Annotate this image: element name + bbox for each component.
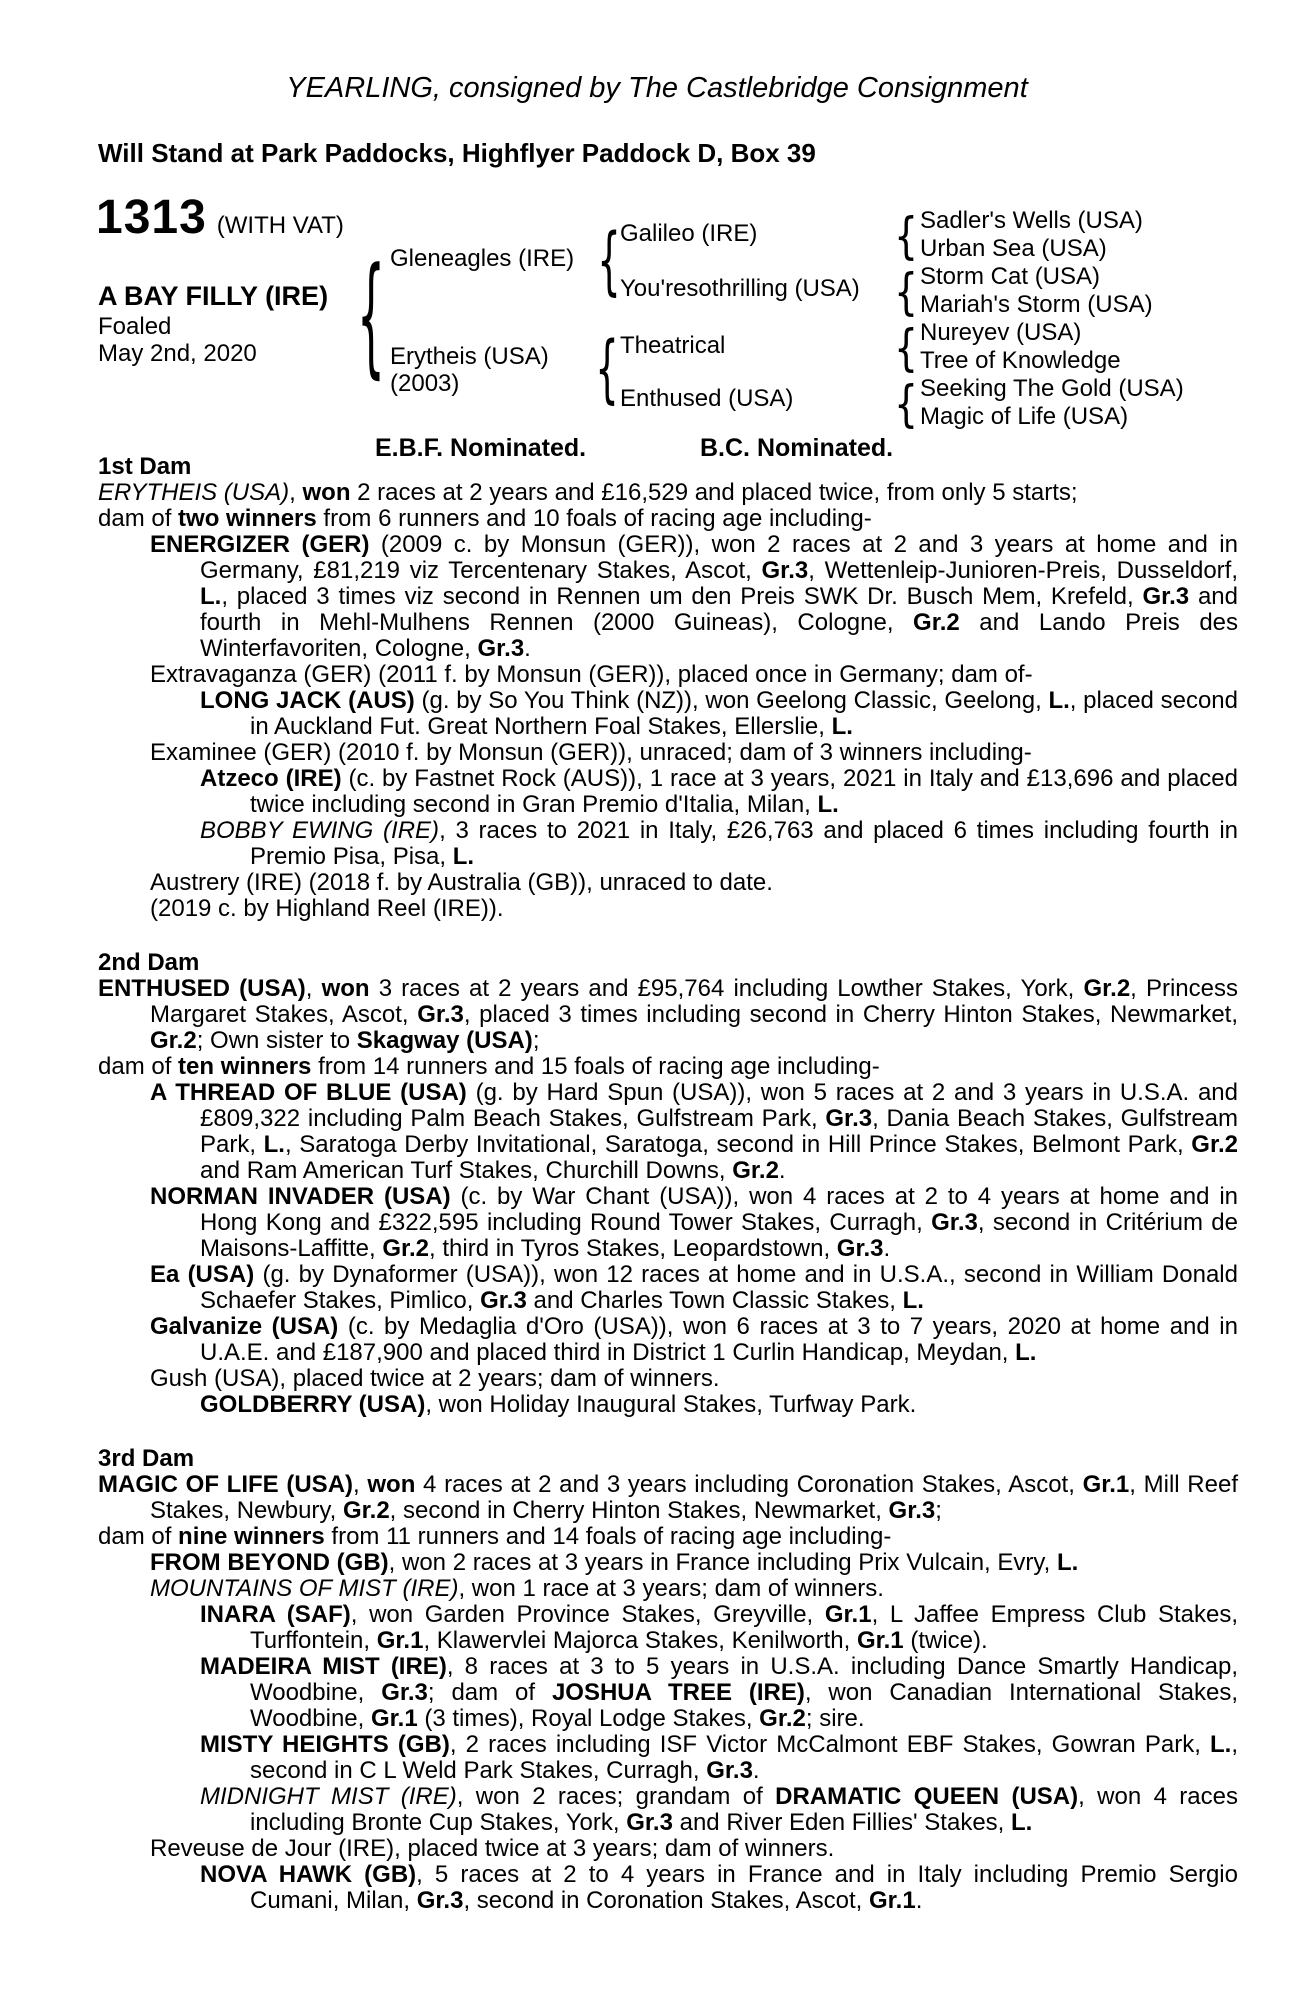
pedigree-sire-sire-sire: Sadler's Wells (USA) bbox=[920, 207, 1143, 234]
body-text: ; bbox=[532, 1027, 540, 1054]
body-text: , second in C L Weld Park Stakes, Curragh, bbox=[250, 1731, 1238, 1784]
pedigree-paragraph bbox=[98, 1392, 1238, 1418]
emphasized-text: Gr.3 bbox=[381, 1679, 428, 1706]
body-text: and Lando Preis des Winterfavoriten, Cologne, bbox=[200, 609, 1239, 662]
section-heading: 3rd Dam bbox=[98, 1445, 195, 1472]
emphasized-text: Gr.2 bbox=[759, 1705, 806, 1732]
body-text: 2 races at 2 years and £16,529 and placed twice, from only 5 starts; bbox=[350, 479, 1078, 506]
emphasized-text: L. bbox=[1015, 1339, 1037, 1366]
body-text: , second in Cherry Hinton Stakes, Newmarket, bbox=[389, 1497, 889, 1524]
pedigree-paragraph bbox=[98, 1080, 1238, 1184]
body-text: Extravaganza (GER) (2011 f. by Monsun (GER)), placed once in Germany; dam of- bbox=[150, 661, 1033, 688]
emphasized-text: won bbox=[321, 975, 370, 1002]
body-text: , 3 races to 2021 in Italy, £26,763 and placed 6 times including fourth in Premio Pisa, Pisa, bbox=[250, 817, 1238, 870]
body-text: , won Canadian International Stakes, Woodbine, bbox=[250, 1679, 1239, 1732]
emphasized-text: L. bbox=[452, 843, 475, 870]
body-text: (g. by Hard Spun (USA)), won 5 races at 2 and 3 years in U.S.A. and £809,322 including Palm Beach Stakes, Gulfstream Park, bbox=[200, 1079, 1238, 1132]
emphasized-text: Gr.2 bbox=[913, 609, 960, 636]
pedigree-paragraph bbox=[98, 1472, 1238, 1524]
body-text: , won 2 races at 3 years in France including Prix Vulcain, Evry, bbox=[388, 1549, 1057, 1576]
pedigree-paragraph bbox=[98, 1602, 1238, 1654]
body-text: , won 1 race at 3 years; dam of winners. bbox=[458, 1575, 884, 1602]
pedigree-paragraph bbox=[98, 766, 1238, 818]
pedigree-paragraph bbox=[98, 1366, 1238, 1392]
emphasized-text: Ea (USA) bbox=[150, 1261, 255, 1288]
body-text: (g. by So You Think (NZ)), won Geelong Classic, Geelong, bbox=[414, 687, 1049, 714]
emphasized-text: Gr.2 bbox=[382, 1235, 430, 1262]
emphasized-text: A THREAD OF BLUE (USA) bbox=[150, 1079, 467, 1106]
pedigree-sire-dam-dam: Mariah's Storm (USA) bbox=[920, 291, 1153, 318]
body-text: , second in Coronation Stakes, Ascot, bbox=[463, 1887, 869, 1914]
pedigree-paragraph bbox=[98, 1550, 1238, 1576]
emphasized-text: L. bbox=[200, 583, 222, 610]
emphasized-text: Gr.1 bbox=[824, 1601, 872, 1628]
body-text: (g. by Dynaformer (USA)), won 12 races at home and in U.S.A., second in William Donald Schaefer Stakes, Pimlico, bbox=[200, 1261, 1238, 1314]
emphasized-text: ENERGIZER (GER) bbox=[150, 531, 370, 558]
pedigree-paragraph bbox=[98, 506, 1238, 532]
body-text: 3 races at 2 years and £95,764 including Lowther Stakes, York, bbox=[369, 975, 1084, 1002]
emphasized-text: Gr.3 bbox=[477, 635, 525, 662]
pedigree-paragraph bbox=[98, 976, 1238, 1054]
emphasized-text: Gr.2 bbox=[732, 1157, 779, 1184]
dam-section bbox=[98, 1446, 1238, 1914]
emphasized-text: Gr.1 bbox=[856, 1627, 904, 1654]
italic-text: MIDNIGHT MIST (IRE) bbox=[200, 1783, 457, 1810]
emphasized-text: L. bbox=[1048, 687, 1070, 714]
emphasized-text: L. bbox=[831, 713, 853, 740]
emphasized-text: ten winners bbox=[178, 1053, 312, 1080]
vat-note: (WITH VAT) bbox=[216, 212, 344, 239]
body-text: (twice). bbox=[903, 1627, 988, 1654]
emphasized-text: LONG JACK (AUS) bbox=[200, 687, 415, 714]
body-text: , Princess Margaret Stakes, Ascot, bbox=[150, 975, 1238, 1028]
pedigree-dam-dam-sire: Seeking The Gold (USA) bbox=[920, 375, 1184, 402]
body-text: ; dam of bbox=[427, 1679, 552, 1706]
body-text: and River Eden Fillies' Stakes, bbox=[672, 1809, 1011, 1836]
body-text: (c. by Fastnet Rock (AUS)), 1 race at 3 years, 2021 in Italy and £13,696 and placed twice including second in Gran Premio d'Italia, Milan, bbox=[250, 765, 1238, 818]
emphasized-text: L. bbox=[1011, 1809, 1033, 1836]
body-text: , bbox=[289, 479, 303, 506]
body-text: , won 2 races; grandam of bbox=[456, 1783, 776, 1810]
pedigree-dam-sire-dam: Tree of Knowledge bbox=[920, 347, 1121, 374]
body-text: , 2 races including ISF Victor McCalmont EBF Stakes, Gowran Park, bbox=[449, 1731, 1210, 1758]
emphasized-text: Gr.3 bbox=[888, 1497, 936, 1524]
emphasized-text: Gr.3 bbox=[1142, 583, 1190, 610]
emphasized-text: Gr.3 bbox=[761, 557, 809, 584]
brace-icon: { bbox=[595, 326, 619, 412]
lot-row bbox=[96, 190, 344, 245]
emphasized-text: Gr.2 bbox=[342, 1497, 390, 1524]
emphasized-text: L. bbox=[263, 1131, 285, 1158]
emphasized-text: Gr.3 bbox=[706, 1757, 753, 1784]
pedigree-dam-sire: Theatrical bbox=[620, 332, 726, 359]
pedigree-dam-dam-dam: Magic of Life (USA) bbox=[920, 403, 1129, 430]
pedigree-paragraph bbox=[98, 1524, 1238, 1550]
brace-icon: { bbox=[356, 239, 386, 391]
pedigree-sire-dam: You'resothrilling (USA) bbox=[620, 275, 860, 302]
pedigree-paragraph bbox=[98, 1184, 1238, 1262]
body-text: . bbox=[915, 1887, 923, 1914]
emphasized-text: FROM BEYOND (GB) bbox=[150, 1549, 389, 1576]
body-text: from 11 runners and 14 foals of racing age including- bbox=[324, 1523, 892, 1550]
foaled-label: Foaled bbox=[98, 313, 172, 340]
emphasized-text: Gr.2 bbox=[1191, 1131, 1238, 1158]
emphasized-text: MADEIRA MIST (IRE) bbox=[200, 1653, 447, 1680]
pedigree-dam-dam: Enthused (USA) bbox=[620, 385, 794, 412]
emphasized-text: Gr.1 bbox=[1082, 1471, 1130, 1498]
emphasized-text: won bbox=[367, 1471, 416, 1498]
emphasized-text: Gr.1 bbox=[376, 1627, 424, 1654]
brace-icon: { bbox=[894, 207, 918, 265]
body-text: , third in Tyros Stakes, Leopardstown, bbox=[429, 1235, 837, 1262]
body-text: , Mill Reef Stakes, Newbury, bbox=[150, 1471, 1238, 1524]
body-text: , Klawervlei Majorca Stakes, Kenilworth, bbox=[423, 1627, 857, 1654]
italic-text: ERYTHEIS (USA) bbox=[98, 479, 290, 506]
body-text: dam of bbox=[98, 1523, 179, 1550]
bc-nomination: B.C. Nominated. bbox=[700, 434, 894, 462]
pedigree-paragraph bbox=[98, 896, 1238, 922]
body-text: ; Own sister to bbox=[196, 1027, 357, 1054]
body-text: Austrery (IRE) (2018 f. by Australia (GB)), unraced to date. bbox=[150, 869, 773, 896]
pedigree-dam-year: (2003) bbox=[390, 370, 460, 397]
body-text: Reveuse de Jour (IRE), placed twice at 3 years; dam of winners. bbox=[150, 1835, 835, 1862]
pedigree-paragraph bbox=[98, 1576, 1238, 1602]
emphasized-text: NOVA HAWK (GB) bbox=[200, 1861, 417, 1888]
body-text: , Saratoga Derby Invitational, Saratoga, second in Hill Prince Stakes, Belmont Park, bbox=[284, 1131, 1192, 1158]
emphasized-text: L. bbox=[1209, 1731, 1232, 1758]
body-text: , won Garden Province Stakes, Greyville, bbox=[350, 1601, 825, 1628]
body-text: . bbox=[883, 1235, 891, 1262]
emphasized-text: Atzeco (IRE) bbox=[200, 765, 342, 792]
body-text: (c. by War Chant (USA)), won 4 races at 2 to 4 years at home and in Hong Kong and £322,595 including Round Tower Stakes, Curragh, bbox=[200, 1183, 1238, 1236]
body-text: (2019 c. by Highland Reel (IRE)). bbox=[150, 895, 504, 922]
italic-text: BOBBY EWING (IRE) bbox=[200, 817, 440, 844]
lot-number: 1313 bbox=[96, 191, 207, 244]
emphasized-text: INARA (SAF) bbox=[200, 1601, 351, 1628]
dam-sections bbox=[98, 454, 1238, 1914]
body-text: dam of bbox=[98, 505, 179, 532]
dam-section bbox=[98, 950, 1238, 1418]
pedigree-paragraph bbox=[98, 480, 1238, 506]
body-text: (2009 c. by Monsun (GER)), won 2 races at 2 and 3 years at home and in Germany, £81,219 viz Tercentenary Stakes, Ascot, bbox=[200, 531, 1238, 584]
body-text: , bbox=[353, 1471, 368, 1498]
page-title: YEARLING, consigned by The Castlebridge Consignment bbox=[286, 72, 1028, 104]
body-text: (c. by Medaglia d'Oro (USA)), won 6 races at 3 to 7 years, 2020 at home and in U.A.E. and £187,900 and placed third in District 1 Curlin Handicap, Meydan, bbox=[200, 1313, 1238, 1366]
pedigree-sire-sire-dam: Urban Sea (USA) bbox=[920, 235, 1107, 262]
body-text: , 8 races at 3 to 5 years in U.S.A. including Dance Smartly Handicap, Woodbine, bbox=[250, 1653, 1238, 1706]
pedigree-paragraph bbox=[98, 1054, 1238, 1080]
body-text: from 6 runners and 10 foals of racing age including- bbox=[316, 505, 872, 532]
section-heading: 2nd Dam bbox=[98, 949, 200, 976]
brace-icon: { bbox=[597, 218, 621, 304]
pedigree-paragraph bbox=[98, 740, 1238, 766]
body-text: , won 4 races including Bronte Cup Stakes, York, bbox=[250, 1783, 1238, 1836]
body-text: , won Holiday Inaugural Stakes, Turfway Park. bbox=[425, 1391, 917, 1418]
pedigree-paragraph bbox=[98, 1732, 1238, 1784]
emphasized-text: Gr.3 bbox=[417, 1001, 464, 1028]
body-text: , placed second in Auckland Fut. Great Northern Foal Stakes, Ellerslie, bbox=[250, 687, 1239, 740]
body-text: and Charles Town Classic Stakes, bbox=[526, 1287, 903, 1314]
pedigree-paragraph bbox=[98, 1784, 1238, 1836]
pedigree-paragraph bbox=[98, 818, 1238, 870]
brace-icon: { bbox=[894, 375, 918, 433]
emphasized-text: Gr.3 bbox=[931, 1209, 978, 1236]
body-text: and Ram American Turf Stakes, Churchill Downs, bbox=[200, 1157, 733, 1184]
stand-location-line: Will Stand at Park Paddocks, Highflyer Paddock D, Box 39 bbox=[98, 138, 816, 168]
body-text: , bbox=[305, 975, 322, 1002]
body-text: , placed 3 times viz second in Rennen um den Preis SWK Dr. Busch Mem, Krefeld, bbox=[221, 583, 1143, 610]
emphasized-text: ENTHUSED (USA) bbox=[98, 975, 306, 1002]
horse-name: A BAY FILLY (IRE) bbox=[98, 281, 329, 311]
body-text: , Wettenleip-Junioren-Preis, Dusseldorf, bbox=[808, 557, 1238, 584]
emphasized-text: GOLDBERRY (USA) bbox=[200, 1391, 426, 1418]
body-text: (3 times), Royal Lodge Stakes, bbox=[417, 1705, 760, 1732]
pedigree-paragraph bbox=[98, 1862, 1238, 1914]
emphasized-text: Gr.2 bbox=[1083, 975, 1131, 1002]
emphasized-text: won bbox=[302, 479, 351, 506]
body-text: ; bbox=[935, 1497, 942, 1524]
pedigree-dam: Erytheis (USA) bbox=[390, 343, 549, 370]
body-text: 4 races at 2 and 3 years including Coronation Stakes, Ascot, bbox=[415, 1471, 1083, 1498]
body-text: , second in Critérium de Maisons-Laffitte, bbox=[200, 1209, 1238, 1262]
brace-icon: { bbox=[894, 263, 918, 321]
italic-text: MOUNTAINS OF MIST (IRE) bbox=[150, 1575, 459, 1602]
emphasized-text: L. bbox=[902, 1287, 924, 1314]
dam-section bbox=[98, 454, 1238, 922]
body-text: , 5 races at 2 to 4 years in France and in Italy including Premio Sergio Cumani, Milan, bbox=[250, 1861, 1238, 1914]
section-heading: 1st Dam bbox=[98, 453, 192, 480]
body-text: . bbox=[752, 1757, 760, 1784]
body-text: and fourth in Mehl-Mulhens Rennen (2000 Guineas), Cologne, bbox=[200, 583, 1238, 636]
body-text: Gush (USA), placed twice at 2 years; dam of winners. bbox=[150, 1365, 720, 1392]
body-text: dam of bbox=[98, 1053, 179, 1080]
emphasized-text: L. bbox=[1056, 1549, 1079, 1576]
emphasized-text: MISTY HEIGHTS (GB) bbox=[200, 1731, 450, 1758]
emphasized-text: Gr.3 bbox=[416, 1887, 464, 1914]
pedigree-paragraph bbox=[98, 870, 1238, 896]
brace-icon: { bbox=[894, 319, 918, 377]
emphasized-text: Gr.3 bbox=[836, 1235, 884, 1262]
body-text: , Dania Beach Stakes, Gulfstream Park, bbox=[200, 1105, 1239, 1158]
body-text: ; sire. bbox=[805, 1705, 865, 1732]
emphasized-text: nine winners bbox=[178, 1523, 325, 1550]
emphasized-text: Gr.3 bbox=[480, 1287, 527, 1314]
body-text: Examinee (GER) (2010 f. by Monsun (GER)), unraced; dam of 3 winners including- bbox=[150, 739, 1032, 766]
pedigree-paragraph bbox=[98, 662, 1238, 688]
body-text: . bbox=[524, 635, 531, 662]
emphasized-text: Skagway (USA) bbox=[356, 1027, 533, 1054]
emphasized-text: JOSHUA TREE (IRE) bbox=[551, 1679, 805, 1706]
emphasized-text: Galvanize (USA) bbox=[150, 1313, 339, 1340]
emphasized-text: two winners bbox=[178, 505, 317, 532]
emphasized-text: Gr.1 bbox=[869, 1887, 916, 1914]
pedigree-paragraph bbox=[98, 1314, 1238, 1366]
body-text: . bbox=[778, 1157, 786, 1184]
foaled-date: May 2nd, 2020 bbox=[98, 340, 257, 367]
emphasized-text: MAGIC OF LIFE (USA) bbox=[98, 1471, 354, 1498]
body-text: , L Jaffee Empress Club Stakes, Turffontein, bbox=[250, 1601, 1238, 1654]
emphasized-text: NORMAN INVADER (USA) bbox=[150, 1183, 451, 1210]
emphasized-text: Gr.2 bbox=[150, 1027, 197, 1054]
pedigree-sire: Gleneagles (IRE) bbox=[390, 245, 575, 272]
body-text: from 14 runners and 15 foals of racing age including- bbox=[311, 1053, 880, 1080]
pedigree-paragraph bbox=[98, 1836, 1238, 1862]
emphasized-text: Gr.1 bbox=[370, 1705, 418, 1732]
pedigree-sire-dam-sire: Storm Cat (USA) bbox=[920, 263, 1101, 290]
pedigree-paragraph bbox=[98, 1262, 1238, 1314]
emphasized-text: L. bbox=[817, 791, 839, 818]
pedigree-paragraph bbox=[98, 688, 1238, 740]
pedigree-paragraph bbox=[98, 532, 1238, 662]
emphasized-text: DRAMATIC QUEEN (USA) bbox=[775, 1783, 1079, 1810]
ebf-nomination: E.B.F. Nominated. bbox=[375, 434, 587, 462]
body-text: , placed 3 times including second in Cherry Hinton Stakes, Newmarket, bbox=[463, 1001, 1239, 1028]
emphasized-text: Gr.3 bbox=[825, 1105, 873, 1132]
pedigree-sire-sire: Galileo (IRE) bbox=[620, 220, 758, 247]
emphasized-text: Gr.3 bbox=[626, 1809, 673, 1836]
pedigree-paragraph bbox=[98, 1654, 1238, 1732]
pedigree-dam-sire-sire: Nureyev (USA) bbox=[920, 319, 1082, 346]
